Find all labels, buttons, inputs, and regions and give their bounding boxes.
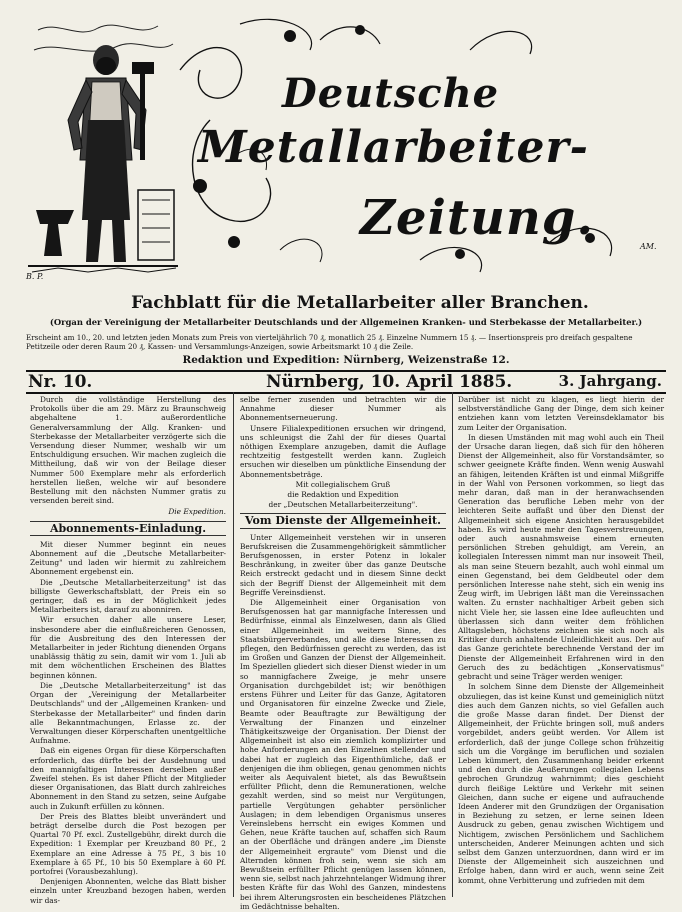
column-separator-1 — [233, 392, 234, 897]
title-line-1: Deutsche — [282, 70, 500, 117]
issue-date: Nürnberg, 10. April 1885. — [266, 372, 513, 392]
paragraph: Darüber ist nicht zu klagen, es liegt hierin der selbstverständliche Gang der Dinge, dem sich keiner entziehen kann vom letzten Vereinsdeklamator bis zum Leiter der Organisation. — [458, 395, 664, 432]
paragraph: In solchem Sinne dem Dienste der Allgemeinheit obzuliegen, das ist keine Kunst und gemeiniglich nützt dies auch dem Ganzen nichts, so viel Gefallen auch die große Masse daran findet. Der Dienst der Allgemeinheit, der Früchte bringen soll, muß anders vorgebildet, anders geübt werden. Vor Allem ist erforderlich, daß der junge College schon frühzeitig sich um die Vorgänge im beruflichen und sozialen Leben kümmert, den Zusammenhang beider erkennt und den durch die Aeußerungen collegialen Lebens gebrochen Grundzug wahrnimmt; dies geschieht durch fleißige Lektüre und Verkehr mit seinen Gleichen, dann suche er eigene und aufrauchende Ideen Anderer mit den Grundzügen der Organisation in Beziehung zu setzen, er lerne seinen Ideen Ausdruck zu geben, genau zwischen Wichtigem und Nichtigem, zwischen Persönlichem und Sachlichem unterscheiden, Anderer Meinungen achten und sich selbst dem Ganzen unterzuordnen, dann wird er im Dienste der Allgemeinheit sich auszeichnen und Erfolge haben, dann wird er auch, wenn seine Zeit kommt, ohne Verbitterung und zufrieden mit dem — [458, 682, 664, 885]
issue-number: Nr. 10. — [28, 372, 93, 392]
artist-signature-left: B. P. — [26, 272, 44, 281]
title-line-2: Metallarbeiter- — [198, 122, 589, 173]
subtitle: Fachblatt für die Metallarbeiter aller Branchen. — [131, 293, 589, 313]
paragraph: Unsere Filialexpeditionen ersuchen wir dringend, uns schleunigst die Zahl der für dieses Quartal nöthigen Exemplare anzugeben, damit die Auflage rechtzeitig festgestellt werden kann. Zugleich ersuchen wir dieselben um pünktliche Einsendung der Abonnementsbeträge. — [240, 423, 446, 479]
paragraph: Der Preis des Blattes bleibt unverändert und beträgt derselbe durch die Post bezogen per Quartal 70 Pf. excl. Zustellgebühr, direkt durch die Expedition: 1 Exemplar per Kreuzband 80 Pf., 2 Exemplare an eine Adresse à 75 Pf., 3 bis 10 Exemplare à 65 Pf., 10 bis 50 Exemplare à 60 Pf. portofrei (Vorausbezahlung). — [30, 811, 226, 876]
paragraph: Unter Allgemeinheit verstehen wir in unseren Berufskreisen die Zusammengehörigkeit sämmtlicher Berufsgenossen, in erster Potenz in lokaler Beschränkung, in zweiter über das ganze Deutsche Reich erstreckt gedacht und in diesem Sinne deckt sich der Begriff Dienst der Allgemeinheit mit dem Begriffe Vereinsdienst. — [240, 532, 446, 597]
article-heading: Vom Dienste der Allgemeinheit. — [240, 513, 446, 528]
editorial-address: Redaktion und Expedition: Nürnberg, Weizenstraße 12. — [182, 354, 510, 366]
title-line-3: Zeitung. — [360, 190, 595, 246]
paragraph: Die „Deutsche Metallarbeiterzeitung" ist das Organ der „Vereinigung der Metallarbeiter Deutschlands" und der „Allgemeinen Kranken- und Sterbekasse der Metallarbeiter" und finden darin alle Bekanntmachungen, Erlasse zc. der Verwaltungen dieser Körperschaften unentgeltliche Aufnahme. — [30, 680, 226, 746]
signature: Die Expedition. — [168, 507, 226, 517]
subscription-terms: Erscheint am 10., 20. und letzten jeden Monats zum Preis von vierteljährlich 70 ₰, monatlich 25 ₰. Einzelne Nummern 15 ₰. — Insertionspreis pro dreifach gespaltene Petitzeile oder deren Raum 20 ₰, Kassen- und Versammlungs-Anzeigen, sowie Arbeitsmarkt 10 ₰ die Zeile. — [26, 333, 633, 351]
metalworker-illustration — [28, 10, 178, 278]
paragraph: Die „Deutsche Metallarbeiterzeitung" ist das billigste Gewerkschaftsblatt, der Preis ein so geringer, daß es in der Möglichkeit jedes Metallarbeiters ist, darauf zu abonniren. — [30, 577, 226, 615]
paragraph: Denjenigen Abonnenten, welche das Blatt bisher einzeln unter Kreuzband bezogen haben, werden wir das- — [30, 877, 226, 905]
column-2 — [240, 395, 446, 912]
paragraph: selbe ferner zusenden und betrachten wir die Annahme dieser Nummer als Abonnementserneuerung. — [240, 395, 446, 423]
column-3 — [458, 395, 664, 886]
article-heading: Abonnements-Einladung. — [30, 521, 226, 536]
paragraph: Durch die vollständige Herstellung des Protokolls über die am 29. März zu Braunschweig abgehaltene 1. außerordentliche Generalversammlung der Allg. Kranken- und Sterbekasse der Metallarbeiter verzögerte sich die Versendung dieser Nummer, weshalb wir um Entschuldigung ersuchen. Wir machen zugleich die Mittheilung, daß wir von der Beilage dieser Nummer 500 Exemplare mehr als erforderlich herstellen ließen, welche wir auf besondere Bestellung mit den nächsten Nummer gratis zu versenden bereit sind. — [30, 395, 226, 506]
column-1 — [30, 395, 226, 906]
greeting: Mit collegialischem Gruß — [295, 479, 391, 489]
masthead — [20, 10, 670, 281]
paragraph: Mit dieser Nummer beginnt ein neues Abonnement auf die „Deutsche Metallarbeiter-Zeitung" und laden wir hiermit zu zahlreichem Abonnement ergebenst ein. — [30, 539, 226, 577]
artist-signature-right: AM. — [640, 242, 657, 251]
rule-bottom — [26, 392, 666, 394]
paragraph: Daß ein eigenes Organ für diese Körperschaften erforderlich, das dürfte bei der Ausdehnung und den mannigfaltigen Interessen derselben außer Zweifel stehen. Es ist daher Pflicht der Mitglieder dieser Organisationen, das Blatt durch zahlreiches Abonnement in den Stand zu setzen, seine Aufgabe auch in Zukunft erfüllen zu können. — [30, 746, 226, 811]
column-separator-2 — [452, 392, 453, 897]
organ-line: (Organ der Vereinigung der Metallarbeiter Deutschlands und der Allgemeinen Kranken- und Sterbekasse der Metallarbeiter.) — [49, 317, 643, 327]
issue-bar — [26, 372, 666, 392]
greeting: der „Deutschen Metallarbeiterzeitung". — [268, 500, 418, 510]
paragraph: In diesen Umständen mit mag wohl auch ein Theil der Ursache daran liegen, daß sich für den höheren Dienst der Allgemeinheit, also für Vorstandsämter, so schwer geeignete Kräfte finden. Wenn wenig Auswahl an fähigen, leitenden Kräften ist und einmal Mißgriffe in der Wahl von Personen vorkommen, so liegt das mehr daran, daß man in der heranwachsenden Generation das berufliche Leben mehr von der leichteren Seite auffaßt und über den Dienst der Allgemeinheit sich eigene Ansichten herausgebildet haben. Es wird heute mehr den Tagesverstreuungen, oder auch ausnahmsweise einem erneuten persönlichen Streben gehuldigt, am Verein, an kollegialen Interessen nimmt man nur insoweit Theil, als man seine Steuern bezahlt, auch wohl einmal um einen Gegenstand, bei dem Geldbeutel oder dem persönlichen Interesse nahe steht, sich ein wenig ins Zeug wirft, im Uebrigen läßt man die Vereinssachen walten. Zu ernster nachhaltiger Arbeit geben sich nicht Viele her, sie lassen eine Idee aufleuchten und überlassen sich dann weiter dem fröhlichen Alltagsleben, höchstens zeichnen sie sich noch als Kritiker durch anhaltende Unleidlichkeit aus. Der auf das Ganze gerichtete berechnende Verstand der im Dienste der Allgemeinheit Erfahrenen wird in den Geruch des zu bedächtigen „Konservatismus" gebracht und seine Träger werden weniger. — [458, 432, 664, 682]
greeting: die Redaktion und Expedition — [287, 490, 399, 500]
paragraph: Wir ersuchen daher alle unsere Leser, insbesondere aber die einflußreicheren Genossen, für die Ausbreitung des den Interessen der Metallarbeiter in jeder Richtung dienenden Organs unablässig thätig zu sein, damit wir vom 1. Juli ab mit dem wöchentlichen Erscheinen des Blattes beginnen können. — [30, 615, 226, 680]
paragraph: Die Allgemeinheit einer Organisation von Berufsgenossen hat gar mannigfache Interessen und Bedürfnisse, einmal als Einzelwesen, dann als Glied einer Allgemeinheit im weitern Sinne, des Staatsbürgerverbandes, und alle diese Interessen zu pflegen, den Bedürfnissen gerecht zu werden, das ist im Großen und Ganzen der Dienst der Allgemeinheit. Im Speziellen gliedert sich dieser Dienst wieder in um so mannigfachere Zweige, je mehr unsere Organisation durchgebildet ist; wir benöthigen erstens Führer und Leiter für das Ganze, Agitatoren und Organisatoren für einzelne Zwecke und Ziele, Beamte oder Beauftragte zur Bewältigung der Verwaltung der Finanzen und einzelner Thätigkeitszweige der Organisation. Der Dienst der Allgemeinheit ist also ein ziemlich komplizirter und hohe Anforderungen an den Einzelnen stellender und dabei hat er zugleich das Eigenthümliche, daß er denjenigen die ihm obliegen, genau genommen nichts weiter als Aequivalent bietet, als das Bewußtsein erfüllter Pflicht, denn die Remunerationen, welche gezahlt werden, sind so meist nur Vergütungen, partielle Vergütungen gehabter persönlicher Auslagen; in dem lebendigen Organismus unseres Vereinslebens herrscht ein ewiges Kommen und Gehen, neue Kräfte tauchen auf, schaffen sich Raum an der Oberfläche und drängen andere „im Dienste der Allgemeinheit ergraute" vom Dienst und die Alternden können froh sein, wenn sie sich am Bewußtsein erfüllter Pflicht genügen lassen können, wenn sie, selbst nach jahrzehntelanger Widmung ihrer besten Kräfte für das Wohl des Ganzen, mindestens bei ihrem Alterungsrosten ein bescheidenes Plätzchen im Gedächtnisse behalten. — [240, 598, 446, 911]
issue-year: 3. Jahrgang. — [558, 372, 662, 390]
